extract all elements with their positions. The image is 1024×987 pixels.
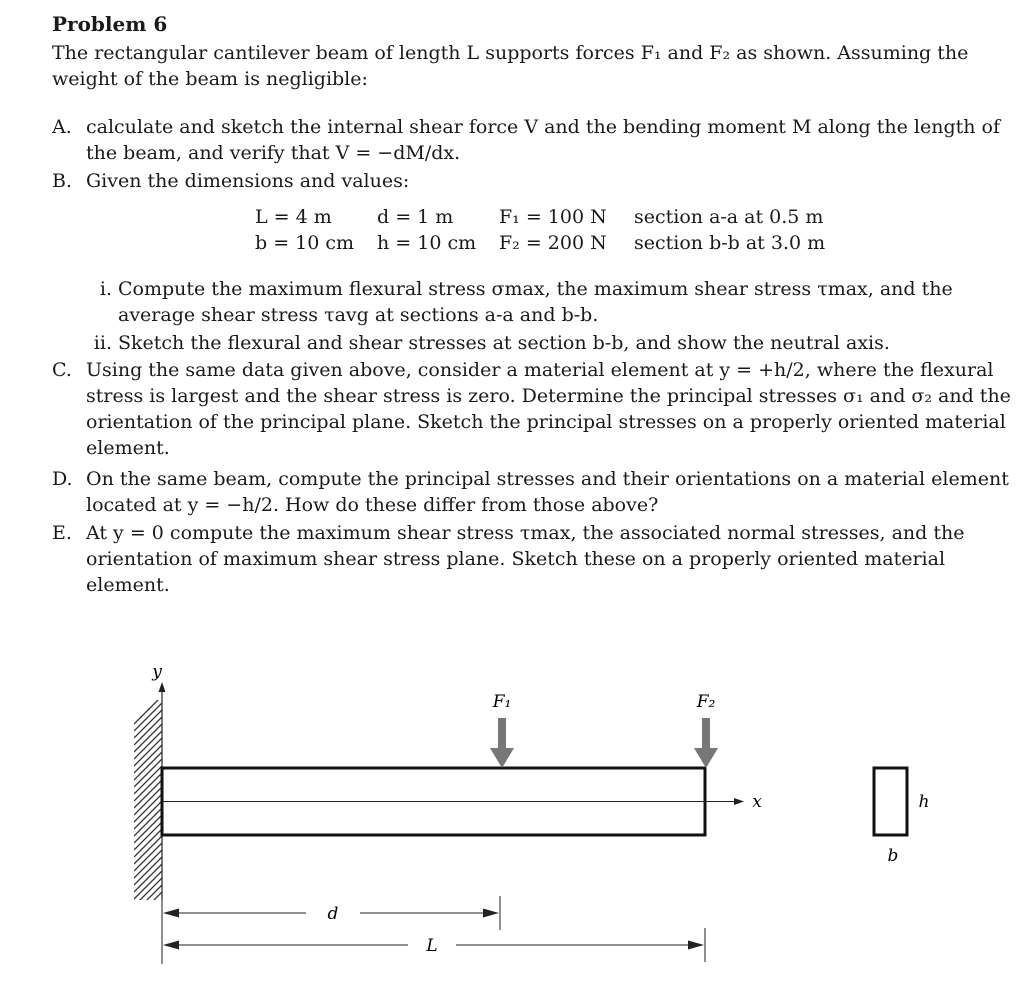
dimension-L-arrow-right xyxy=(688,941,704,950)
value-h: h = 10 cm xyxy=(377,232,477,254)
item-d-line2: located at y = −h/2. How do these differ from those above? xyxy=(86,494,659,516)
force-f1-arrowhead xyxy=(490,748,514,768)
item-a-label: A. xyxy=(52,116,72,138)
value-b: b = 10 cm xyxy=(255,232,355,254)
dimension-L-label: L xyxy=(426,936,438,956)
item-c-line1: Using the same data given above, consider a material element at y = +h/2, where the flexural xyxy=(86,359,994,381)
item-e-line2: orientation of maximum shear stress plane. Sketch these on a properly oriented material xyxy=(86,548,946,570)
section-h-label: h xyxy=(918,792,930,812)
value-F2: F₂ = 200 N xyxy=(499,232,607,254)
problem-title: Problem 6 xyxy=(52,12,168,36)
cross-section-rectangle xyxy=(874,768,907,835)
item-b-line1: Given the dimensions and values: xyxy=(86,170,410,192)
item-b-label: B. xyxy=(52,170,73,192)
value-L: L = 4 m xyxy=(255,206,332,228)
item-a-line1: calculate and sketch the internal shear force V and the bending moment M along the length of xyxy=(86,116,1001,138)
value-section-bb: section b-b at 3.0 m xyxy=(634,232,826,254)
subitem-ii-line1: Sketch the flexural and shear stresses at section b-b, and show the neutral axis. xyxy=(118,332,890,354)
force-f2-label: F₂ xyxy=(696,692,716,712)
item-e-line3: element. xyxy=(86,574,170,596)
dimension-L-arrow-left xyxy=(163,941,179,950)
item-e-label: E. xyxy=(52,522,72,544)
item-c-label: C. xyxy=(52,359,72,381)
item-a-line2: the beam, and verify that V = −dM/dx. xyxy=(86,142,461,164)
subitem-ii-label: ii. xyxy=(93,332,112,354)
y-axis-label: y xyxy=(152,662,162,682)
value-section-aa: section a-a at 0.5 m xyxy=(634,206,824,228)
item-c-line2: stress is largest and the shear stress is zero. Determine the principal stresses σ₁ and σ₂ and the xyxy=(86,385,1011,407)
fixed-wall-hatching xyxy=(134,696,162,920)
dimension-d-arrow-right xyxy=(483,909,499,918)
item-e-line1: At y = 0 compute the maximum shear stress τmax, the associated normal stresses, and the xyxy=(86,522,965,544)
dimension-d-arrow-left xyxy=(163,909,179,918)
dimension-d-label: d xyxy=(327,904,339,924)
force-f2-shaft xyxy=(702,718,710,751)
x-axis-label: x xyxy=(752,792,762,812)
value-d: d = 1 m xyxy=(377,206,454,228)
value-F1: F₁ = 100 N xyxy=(499,206,607,228)
item-c-line3: orientation of the principal plane. Sketch the principal stresses on a properly oriented material xyxy=(86,411,1006,433)
section-b-label: b xyxy=(887,846,899,866)
problem-intro: The rectangular cantilever beam of length L supports forces F₁ and F₂ as shown. Assuming the weight of the beam is negligible: xyxy=(52,42,969,90)
item-d-label: D. xyxy=(52,468,73,490)
y-axis-arrowhead xyxy=(159,682,166,692)
force-f1-shaft xyxy=(498,718,506,751)
force-f1-label: F₁ xyxy=(492,692,512,712)
subitem-i-label: i. xyxy=(99,278,112,300)
subitem-i-line1: Compute the maximum flexural stress σmax, the maximum shear stress τmax, and the xyxy=(118,278,953,300)
x-axis-arrowhead xyxy=(734,798,744,805)
item-d-line1: On the same beam, compute the principal stresses and their orientations on a material element xyxy=(86,468,1009,490)
force-f2-arrowhead xyxy=(694,748,718,768)
item-c-line4: element. xyxy=(86,437,170,459)
subitem-i-line2: average shear stress τavg at sections a-a and b-b. xyxy=(118,304,599,326)
